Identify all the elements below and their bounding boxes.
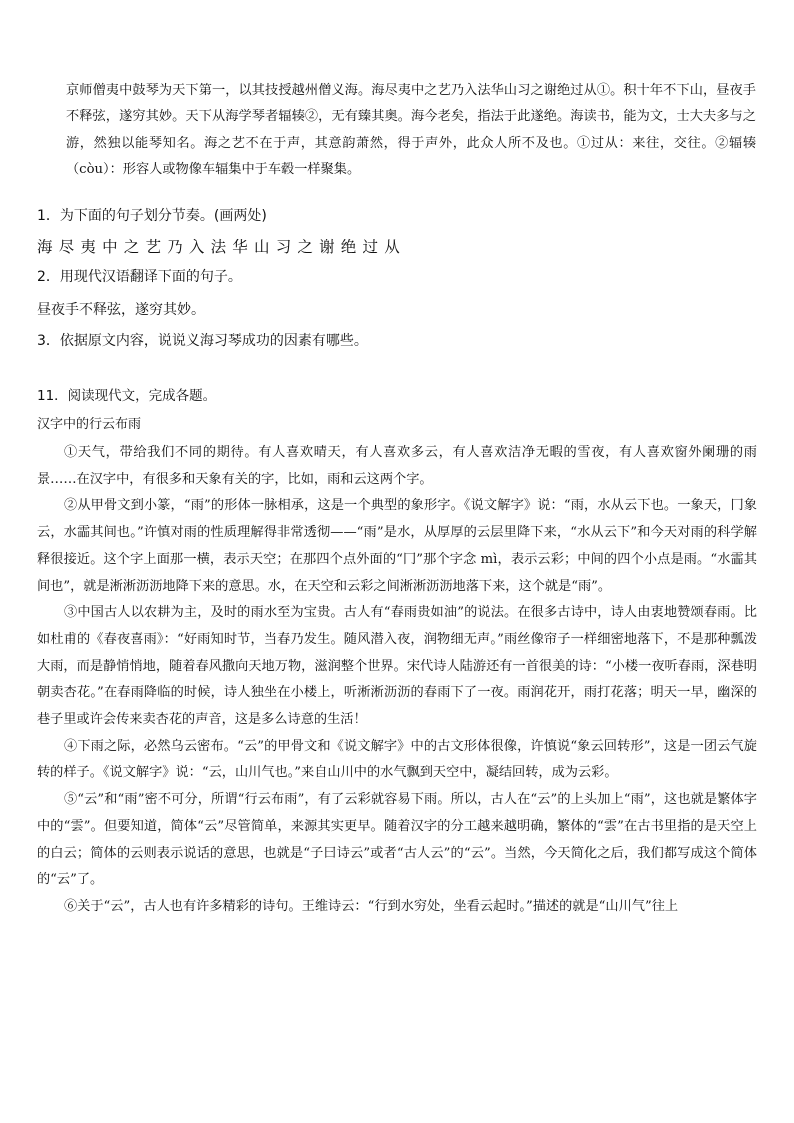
question-2-sentence: 昼夜手不释弦，遂穷其妙。 bbox=[37, 302, 205, 318]
article-title: 汉字中的行云布雨 bbox=[37, 417, 142, 432]
article-paragraph-3: ③中国古人以农耕为主，及时的雨水至为宝贵。古人有“春雨贵如油”的说法。在很多古诗中，诗人由衷地赞颂春雨。比如杜甫的《春夜喜雨》：“好雨知时节，当春乃发生。随风潜入夜，润物细无声。”雨丝像帘子一样细密地落下，不是那种瓢泼大雨，而是静悄悄地，随着春风撒向天地万物，滋润整个世界。宋代诗人陆游还有一首很美的诗：“小楼一夜听春雨，深巷明朝卖杏花。”在春雨降临的时候，诗人独坐在小楼上，听淅淅沥沥的春雨下了一夜。雨润花开，雨打花落；明天一早，幽深的巷子里或许会传来卖杏花的声音，这是多么诗意的生活！ bbox=[37, 605, 757, 728]
article-paragraph-4: ④下雨之际，必然乌云密布。“云”的甲骨文和《说文解字》中的古文形体很像，许慎说“象云回转形”，这是一团云气旋转的样子。《说文解字》说：“云，山川气也。”来自山川中的水气飘到天空中，凝结回转，成为云彩。 bbox=[37, 738, 757, 781]
question-3: 3．依据原文内容，说说义海习琴成功的因素有哪些。 bbox=[37, 333, 368, 349]
article-body bbox=[37, 440, 757, 921]
article-paragraph-6: ⑥关于“云”，古人也有许多精彩的诗句。王维诗云：“行到水穷处，坐看云起时。”描述的就是“山川气”往上 bbox=[64, 898, 679, 914]
classical-passage: 京师僧夷中鼓琴为天下第一，以其技授越州僧义海。海尽夷中之艺乃入法华山习之谢绝过从①。积十年不下山，昼夜手不释弦，遂穷其妙。天下从海学琴者辐辏②，无有臻其奥。海今老矣，指法于此遂绝。海读书，能为文，士大夫多与之游，然独以能琴知名。海之艺不在于声，其意韵萧然，得于声外，此众人所不及也。①过从：来往，交往。②辐辏（còu）：形容人或物像车辐集中于车毂一样聚集。 bbox=[66, 83, 756, 178]
article-paragraph-1: ①天气，带给我们不同的期待。有人喜欢晴天，有人喜欢多云，有人喜欢洁净无暇的雪夜，有人喜欢窗外阑珊的雨景……在汉字中，有很多和天象有关的字，比如，雨和云这两个字。 bbox=[37, 445, 757, 487]
question-1-sentence: 海尽夷中之艺乃入法华山习之谢绝过从 bbox=[37, 238, 406, 256]
question-1: 1．为下面的句子划分节奏。(画两处) bbox=[37, 208, 267, 224]
section-heading: 11．阅读现代文，完成各题。 bbox=[37, 388, 217, 404]
question-2: 2．用现代汉语翻译下面的句子。 bbox=[37, 269, 242, 285]
article-paragraph-5: ⑤“云”和“雨”密不可分，所谓“行云布雨”，有了云彩就容易下雨。所以，古人在“云”的上头加上“雨”，这也就是繁体字中的“雲”。但要知道，简体“云”尽管简单，来源其实更早。随着汉字的分工越来越明确，繁体的“雲”在古书里指的是天空上的白云；简体的云则表示说话的意思，也就是“子曰诗云”或者“古人云”的“云”。当然，今天简化之后，我们都写成这个简体的“云”了。 bbox=[37, 792, 757, 888]
article-paragraph-2: ②从甲骨文到小篆，“雨”的形体一脉相承，这是一个典型的象形字。《说文解字》说：“雨，水从云下也。一象天，冂象云，水霝其间也。”许慎对雨的性质理解得非常透彻——“雨”是水，从厚厚的云层里降下来，“水从云下”和今天对雨的科学解释很接近。这个字上面那一横，表示天空；在那四个点外面的“冂”那个字念 mì，表示云彩；中间的四个小点是雨。“水霝其间也”，就是淅淅沥沥地降下来的意思。水，在天空和云彩之间淅淅沥沥地落下来，这个就是“雨”。 bbox=[37, 498, 757, 594]
